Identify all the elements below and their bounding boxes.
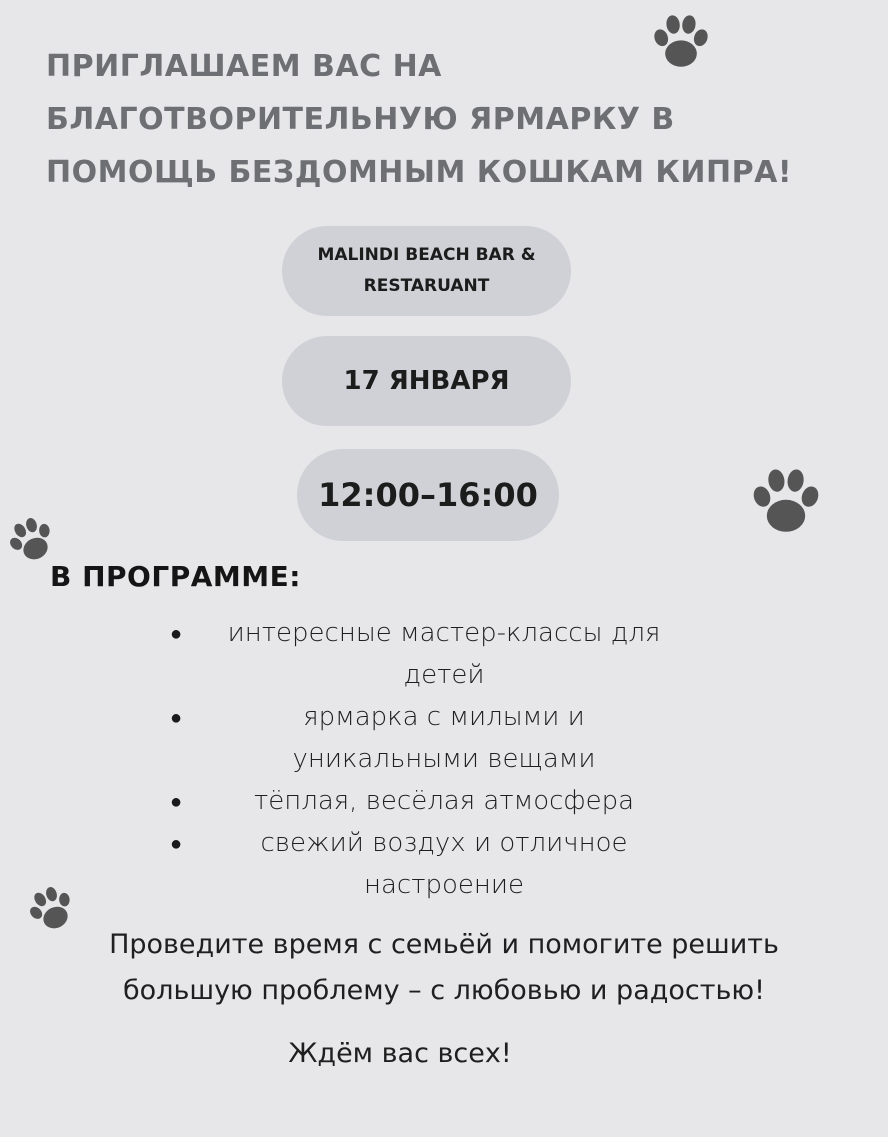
event-date: 17 ЯНВАРЯ — [343, 366, 510, 396]
event-time: 12:00–16:00 — [318, 476, 538, 514]
list-item — [0, 612, 888, 696]
list-item-line-1: интересные мастер-классы для — [227, 618, 661, 648]
list-item-line-2: уникальными вещами — [292, 744, 596, 774]
list-item-line-2: детей — [403, 660, 485, 690]
list-item-line-1: ярмарка с милыми и — [303, 702, 585, 732]
venue-pill — [282, 226, 571, 316]
headline — [46, 40, 888, 199]
list-item-line-1: тёплая, весёлая атмосфера — [253, 786, 635, 816]
program-list — [0, 612, 888, 906]
venue-line-1: MALINDI BEACH BAR & — [317, 245, 536, 265]
list-item — [0, 780, 888, 822]
bullet-icon: ● — [170, 789, 183, 813]
time-pill — [297, 449, 559, 541]
list-item — [0, 696, 888, 780]
headline-line-2: БЛАГОТВОРИТЕЛЬНУЮ ЯРМАРКУ В — [46, 102, 675, 137]
headline-line-1: ПРИГЛАШАЕМ ВАС НА — [46, 49, 442, 84]
headline-line-3: ПОМОЩЬ БЕЗДОМНЫМ КОШКАМ КИПРА! — [46, 155, 793, 190]
paw-icon — [746, 463, 826, 543]
list-item — [0, 822, 888, 906]
paw-icon — [648, 10, 714, 76]
bullet-icon: ● — [170, 705, 183, 729]
bullet-icon: ● — [170, 831, 183, 855]
venue-line-2: RESTARUANT — [363, 276, 490, 296]
date-pill — [282, 336, 571, 426]
closing-message — [0, 922, 888, 1014]
closing-line-2: большую проблему – с любовью и радостью! — [123, 975, 765, 1006]
list-item-line-2: настроение — [363, 870, 525, 900]
bullet-icon: ● — [170, 621, 183, 645]
list-item-line-1: свежий воздух и отличное — [260, 828, 628, 858]
waiting-message: Ждём вас всех! — [288, 1038, 512, 1069]
program-title: В ПРОГРАММЕ: — [50, 560, 301, 593]
closing-line-1: Проведите время с семьёй и помогите решить — [109, 929, 779, 960]
